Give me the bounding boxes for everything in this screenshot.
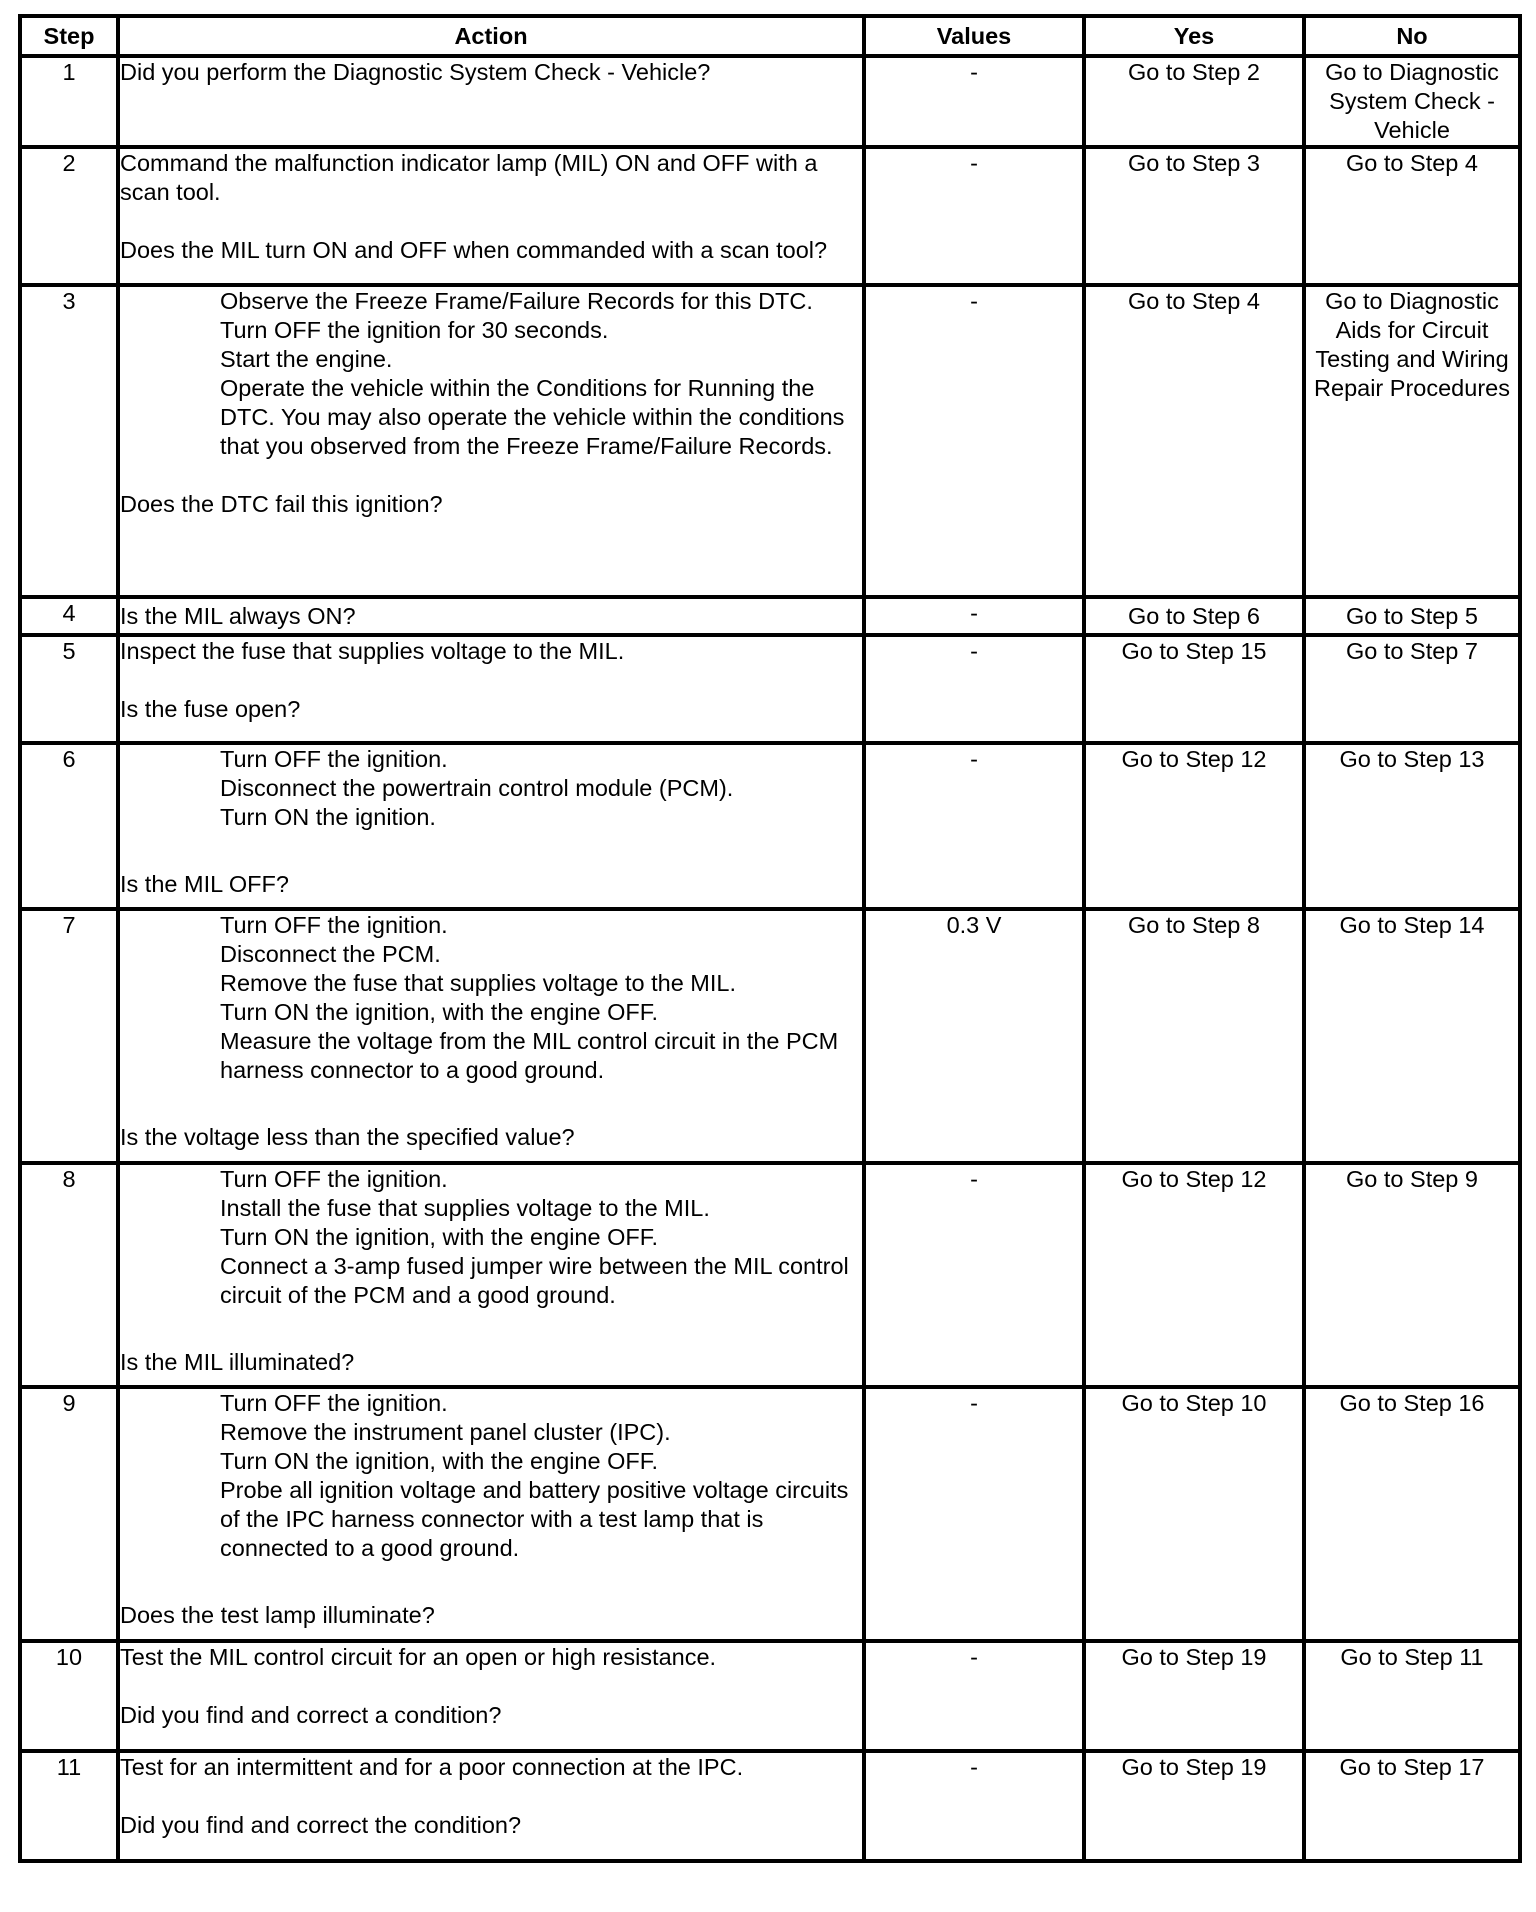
action-cell xyxy=(118,1751,864,1861)
action-line: Turn OFF the ignition. xyxy=(220,1390,448,1416)
action-cell xyxy=(118,909,864,1163)
action-line: Turn ON the ignition, with the engine OFF. xyxy=(220,1224,659,1250)
yes-link[interactable]: Go to Step 15 xyxy=(1084,635,1304,743)
table-row xyxy=(20,56,1520,147)
action-line: Remove the fuse that supplies voltage to the MIL. xyxy=(220,970,736,996)
action-cell xyxy=(118,1641,864,1751)
value-cell: - xyxy=(864,597,1084,635)
action-line: Turn OFF the ignition. xyxy=(220,746,448,772)
yes-link[interactable]: Go to Step 8 xyxy=(1084,909,1304,1163)
action-line: Observe the Freeze Frame/Failure Records for this DTC. xyxy=(220,288,813,314)
action-line: Disconnect the powertrain control module (PCM). xyxy=(220,775,734,801)
value-cell: - xyxy=(864,147,1084,285)
action-line: Command the malfunction indicator lamp (MIL) ON and OFF with a scan tool. xyxy=(120,150,818,205)
action-question: Is the voltage less than the specified value? xyxy=(120,1124,575,1150)
step-number: 4 xyxy=(20,597,118,635)
action-line: Probe all ignition voltage and battery positive voltage circuits of the IPC harness connector with a test lamp that is connected to a good ground. xyxy=(220,1477,849,1561)
header-no: No xyxy=(1304,16,1520,56)
no-link[interactable]: Go to Step 16 xyxy=(1304,1387,1520,1641)
yes-link[interactable]: Go to Step 6 xyxy=(1084,597,1304,635)
step-number: 5 xyxy=(20,635,118,743)
action-line: Is the MIL always ON? xyxy=(120,602,356,629)
header-step: Step xyxy=(20,16,118,56)
action-cell xyxy=(118,147,864,285)
action-question: Did you find and correct a condition? xyxy=(120,1702,502,1728)
yes-link[interactable]: Go to Step 12 xyxy=(1084,1163,1304,1387)
action-line: Inspect the fuse that supplies voltage to the MIL. xyxy=(120,638,625,664)
value-cell: - xyxy=(864,1387,1084,1641)
no-link[interactable]: Go to Step 17 xyxy=(1304,1751,1520,1861)
no-link[interactable]: Go to Step 11 xyxy=(1304,1641,1520,1751)
action-line: Test the MIL control circuit for an open or high resistance. xyxy=(120,1644,717,1670)
value-cell: 0.3 V xyxy=(864,909,1084,1163)
step-number: 7 xyxy=(20,909,118,1163)
header-yes: Yes xyxy=(1084,16,1304,56)
value-cell: - xyxy=(864,743,1084,909)
action-cell xyxy=(118,285,864,597)
table-row xyxy=(20,1641,1520,1751)
action-cell xyxy=(118,1387,864,1641)
no-link[interactable]: Go to Step 5 xyxy=(1304,597,1520,635)
action-question: Did you find and correct the condition? xyxy=(120,1812,522,1838)
table-row xyxy=(20,285,1520,597)
action-line: Turn OFF the ignition. xyxy=(220,912,448,938)
action-cell xyxy=(118,743,864,909)
yes-link[interactable]: Go to Step 19 xyxy=(1084,1751,1304,1861)
step-number: 2 xyxy=(20,147,118,285)
action-question: Does the test lamp illuminate? xyxy=(120,1602,435,1628)
table-row xyxy=(20,1387,1520,1641)
action-line: Connect a 3-amp fused jumper wire between the MIL control circuit of the PCM and a good ground. xyxy=(220,1253,849,1308)
action-cell xyxy=(118,597,864,635)
value-cell: - xyxy=(864,1163,1084,1387)
action-question: Does the MIL turn ON and OFF when commanded with a scan tool? xyxy=(120,237,828,263)
action-question: Does the DTC fail this ignition? xyxy=(120,491,443,517)
action-cell xyxy=(118,1163,864,1387)
table-row xyxy=(20,1163,1520,1387)
table-row xyxy=(20,909,1520,1163)
action-line: Operate the vehicle within the Conditions for Running the DTC. You may also operate the vehicle within the conditions that you observed from the Freeze Frame/Failure Records. xyxy=(220,375,845,459)
step-number: 6 xyxy=(20,743,118,909)
header-values: Values xyxy=(864,16,1084,56)
action-line: Test for an intermittent and for a poor connection at the IPC. xyxy=(120,1754,744,1780)
action-line: Disconnect the PCM. xyxy=(220,941,441,967)
table-row xyxy=(20,147,1520,285)
step-number: 9 xyxy=(20,1387,118,1641)
action-line: Turn ON the ignition. xyxy=(220,804,436,830)
action-line: Turn ON the ignition, with the engine OFF. xyxy=(220,1448,659,1474)
table-row xyxy=(20,743,1520,909)
table-row xyxy=(20,1751,1520,1861)
diagnostic-table xyxy=(18,14,1522,1863)
no-link[interactable]: Go to Step 4 xyxy=(1304,147,1520,285)
action-line: Remove the instrument panel cluster (IPC). xyxy=(220,1419,671,1445)
no-link[interactable]: Go to Diagnostic System Check - Vehicle xyxy=(1304,56,1520,147)
action-line: Measure the voltage from the MIL control circuit in the PCM harness connector to a good ground. xyxy=(220,1028,839,1083)
no-link[interactable]: Go to Step 13 xyxy=(1304,743,1520,909)
step-number: 3 xyxy=(20,285,118,597)
header-row xyxy=(20,16,1520,56)
step-number: 11 xyxy=(20,1751,118,1861)
value-cell: - xyxy=(864,56,1084,147)
step-number: 1 xyxy=(20,56,118,147)
no-link[interactable]: Go to Diagnostic Aids for Circuit Testing and Wiring Repair Procedures xyxy=(1304,285,1520,597)
action-line: Turn ON the ignition, with the engine OFF. xyxy=(220,999,659,1025)
yes-link[interactable]: Go to Step 4 xyxy=(1084,285,1304,597)
yes-link[interactable]: Go to Step 2 xyxy=(1084,56,1304,147)
no-link[interactable]: Go to Step 14 xyxy=(1304,909,1520,1163)
table-row xyxy=(20,635,1520,743)
yes-link[interactable]: Go to Step 19 xyxy=(1084,1641,1304,1751)
step-number: 10 xyxy=(20,1641,118,1751)
step-number: 8 xyxy=(20,1163,118,1387)
header-action: Action xyxy=(118,16,864,56)
value-cell: - xyxy=(864,1641,1084,1751)
value-cell: - xyxy=(864,285,1084,597)
table-row xyxy=(20,597,1520,635)
action-question: Is the fuse open? xyxy=(120,696,301,722)
no-link[interactable]: Go to Step 9 xyxy=(1304,1163,1520,1387)
action-line: Did you perform the Diagnostic System Check - Vehicle? xyxy=(120,59,711,85)
action-line: Start the engine. xyxy=(220,346,393,372)
action-question: Is the MIL OFF? xyxy=(120,871,289,897)
action-cell xyxy=(118,635,864,743)
action-line: Turn OFF the ignition. xyxy=(220,1166,448,1192)
yes-link[interactable]: Go to Step 12 xyxy=(1084,743,1304,909)
action-cell xyxy=(118,56,864,147)
action-question: Is the MIL illuminated? xyxy=(120,1349,355,1375)
no-link[interactable]: Go to Step 7 xyxy=(1304,635,1520,743)
action-line: Turn OFF the ignition for 30 seconds. xyxy=(220,317,609,343)
value-cell: - xyxy=(864,635,1084,743)
action-line: Install the fuse that supplies voltage to the MIL. xyxy=(220,1195,710,1221)
yes-link[interactable]: Go to Step 10 xyxy=(1084,1387,1304,1641)
yes-link[interactable]: Go to Step 3 xyxy=(1084,147,1304,285)
value-cell: - xyxy=(864,1751,1084,1861)
